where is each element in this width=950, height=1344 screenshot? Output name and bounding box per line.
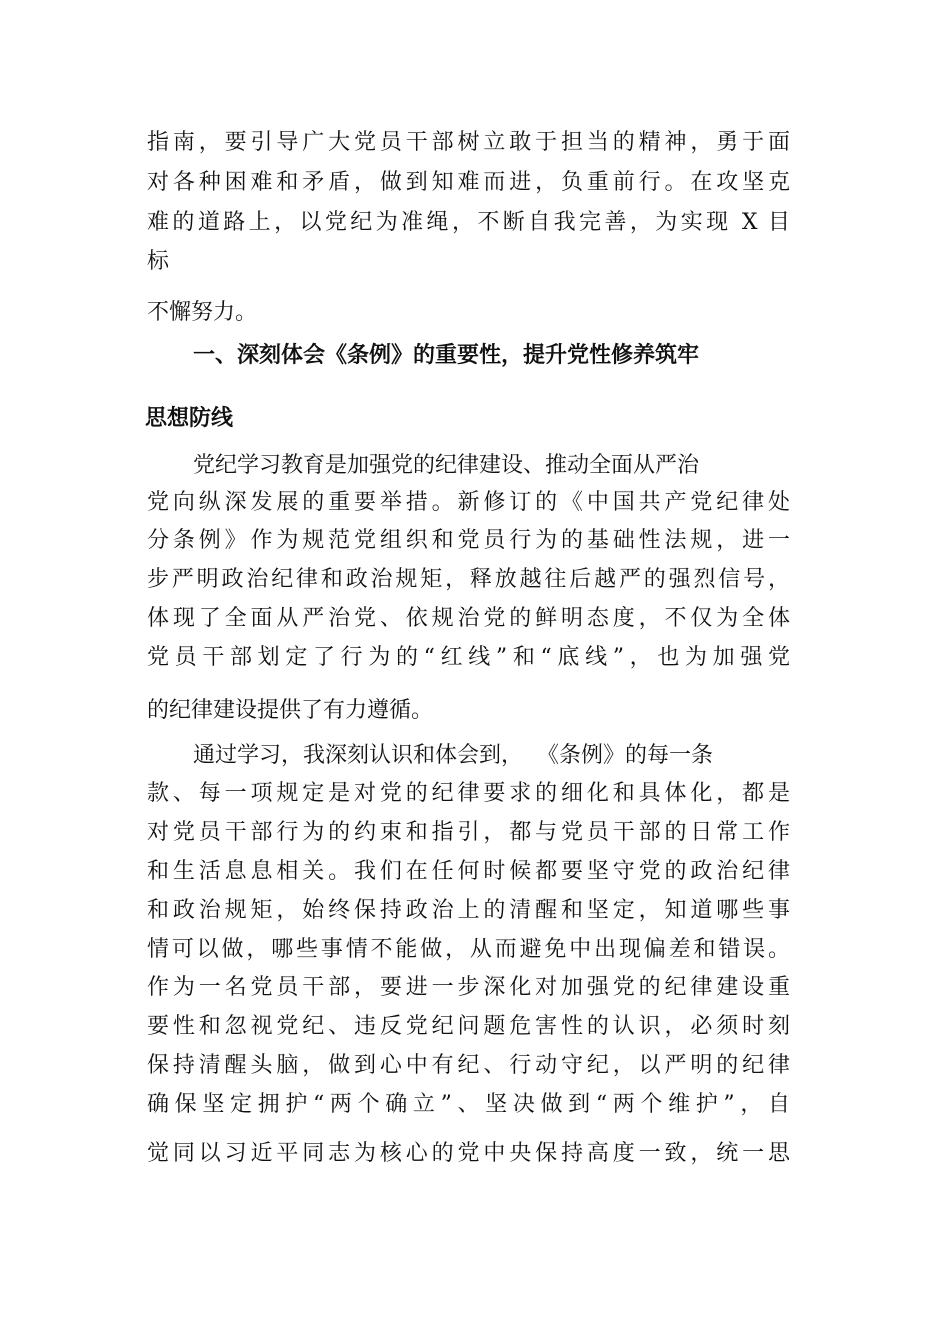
text-line: 情可以做，哪些事情不能做，从而避免中出现偏差和错误。 <box>147 937 790 962</box>
text-line: 和政治规矩，始终保持政治上的清醒和坚定，知道哪些事 <box>147 898 790 923</box>
text-line: 觉同以习近平同志为核心的党中央保持高度一致，统一思 <box>147 1141 790 1166</box>
text-line: 作为一名党员干部，要进一步深化对加强党的纪律建设重 <box>147 975 790 1000</box>
text-line: 款、每一项规定是对党的纪律要求的细化和具体化，都是 <box>147 781 790 806</box>
text-line: 党员干部划定了行为的“红线”和“底线”，也为加强党 <box>147 645 790 670</box>
text-line: 要性和忽视党纪、违反党纪问题危害性的认识，必须时刻 <box>147 1014 790 1039</box>
text-line: 党向纵深发展的重要举措。新修订的《中国共产党纪律处 <box>147 490 790 515</box>
text-line: 标 <box>147 249 170 274</box>
text-line: 分条例》作为规范党组织和党员行为的基础性法规，进一 <box>147 528 790 553</box>
text-line: 和生活息息相关。我们在任何时候都要坚守党的政治纪律 <box>147 859 790 884</box>
text-line: 难的道路上，以党纪为准绳，不断自我完善，为实现 X 目 <box>147 210 790 235</box>
text-line: 保持清醒头脑，做到心中有纪、行动守纪，以严明的纪律 <box>147 1053 790 1078</box>
paragraph-first-line: 通过学习，我深刻认识和体会到， 《条例》的每一条 <box>193 743 713 768</box>
text-line: 的纪律建设提供了有力遵循。 <box>147 698 434 723</box>
text-line: 对党员干部行为的约束和指引，都与党员干部的日常工作 <box>147 820 790 845</box>
text-line: 不懈努力。 <box>147 300 258 325</box>
text-line: 指南，要引导广大党员干部树立敢于担当的精神，勇于面 <box>147 130 790 155</box>
section-heading: 一、深刻体会《条例》的重要性，提升党性修养筑牢 <box>193 343 700 368</box>
text-line: 确保坚定拥护“两个确立”、坚决做到“两个维护”，自 <box>147 1092 790 1117</box>
text-line: 对各种困难和矛盾，做到知难而进，负重前行。在攻坚克 <box>147 170 790 195</box>
text-line: 步严明政治纪律和政治规矩，释放越往后越严的强烈信号， <box>147 567 790 592</box>
section-heading-continued: 思想防线 <box>145 406 234 431</box>
paragraph-first-line: 党纪学习教育是加强党的纪律建设、推动全面从严治 <box>193 453 700 478</box>
text-line: 体现了全面从严治党、依规治党的鲜明态度，不仅为全体 <box>147 606 790 631</box>
